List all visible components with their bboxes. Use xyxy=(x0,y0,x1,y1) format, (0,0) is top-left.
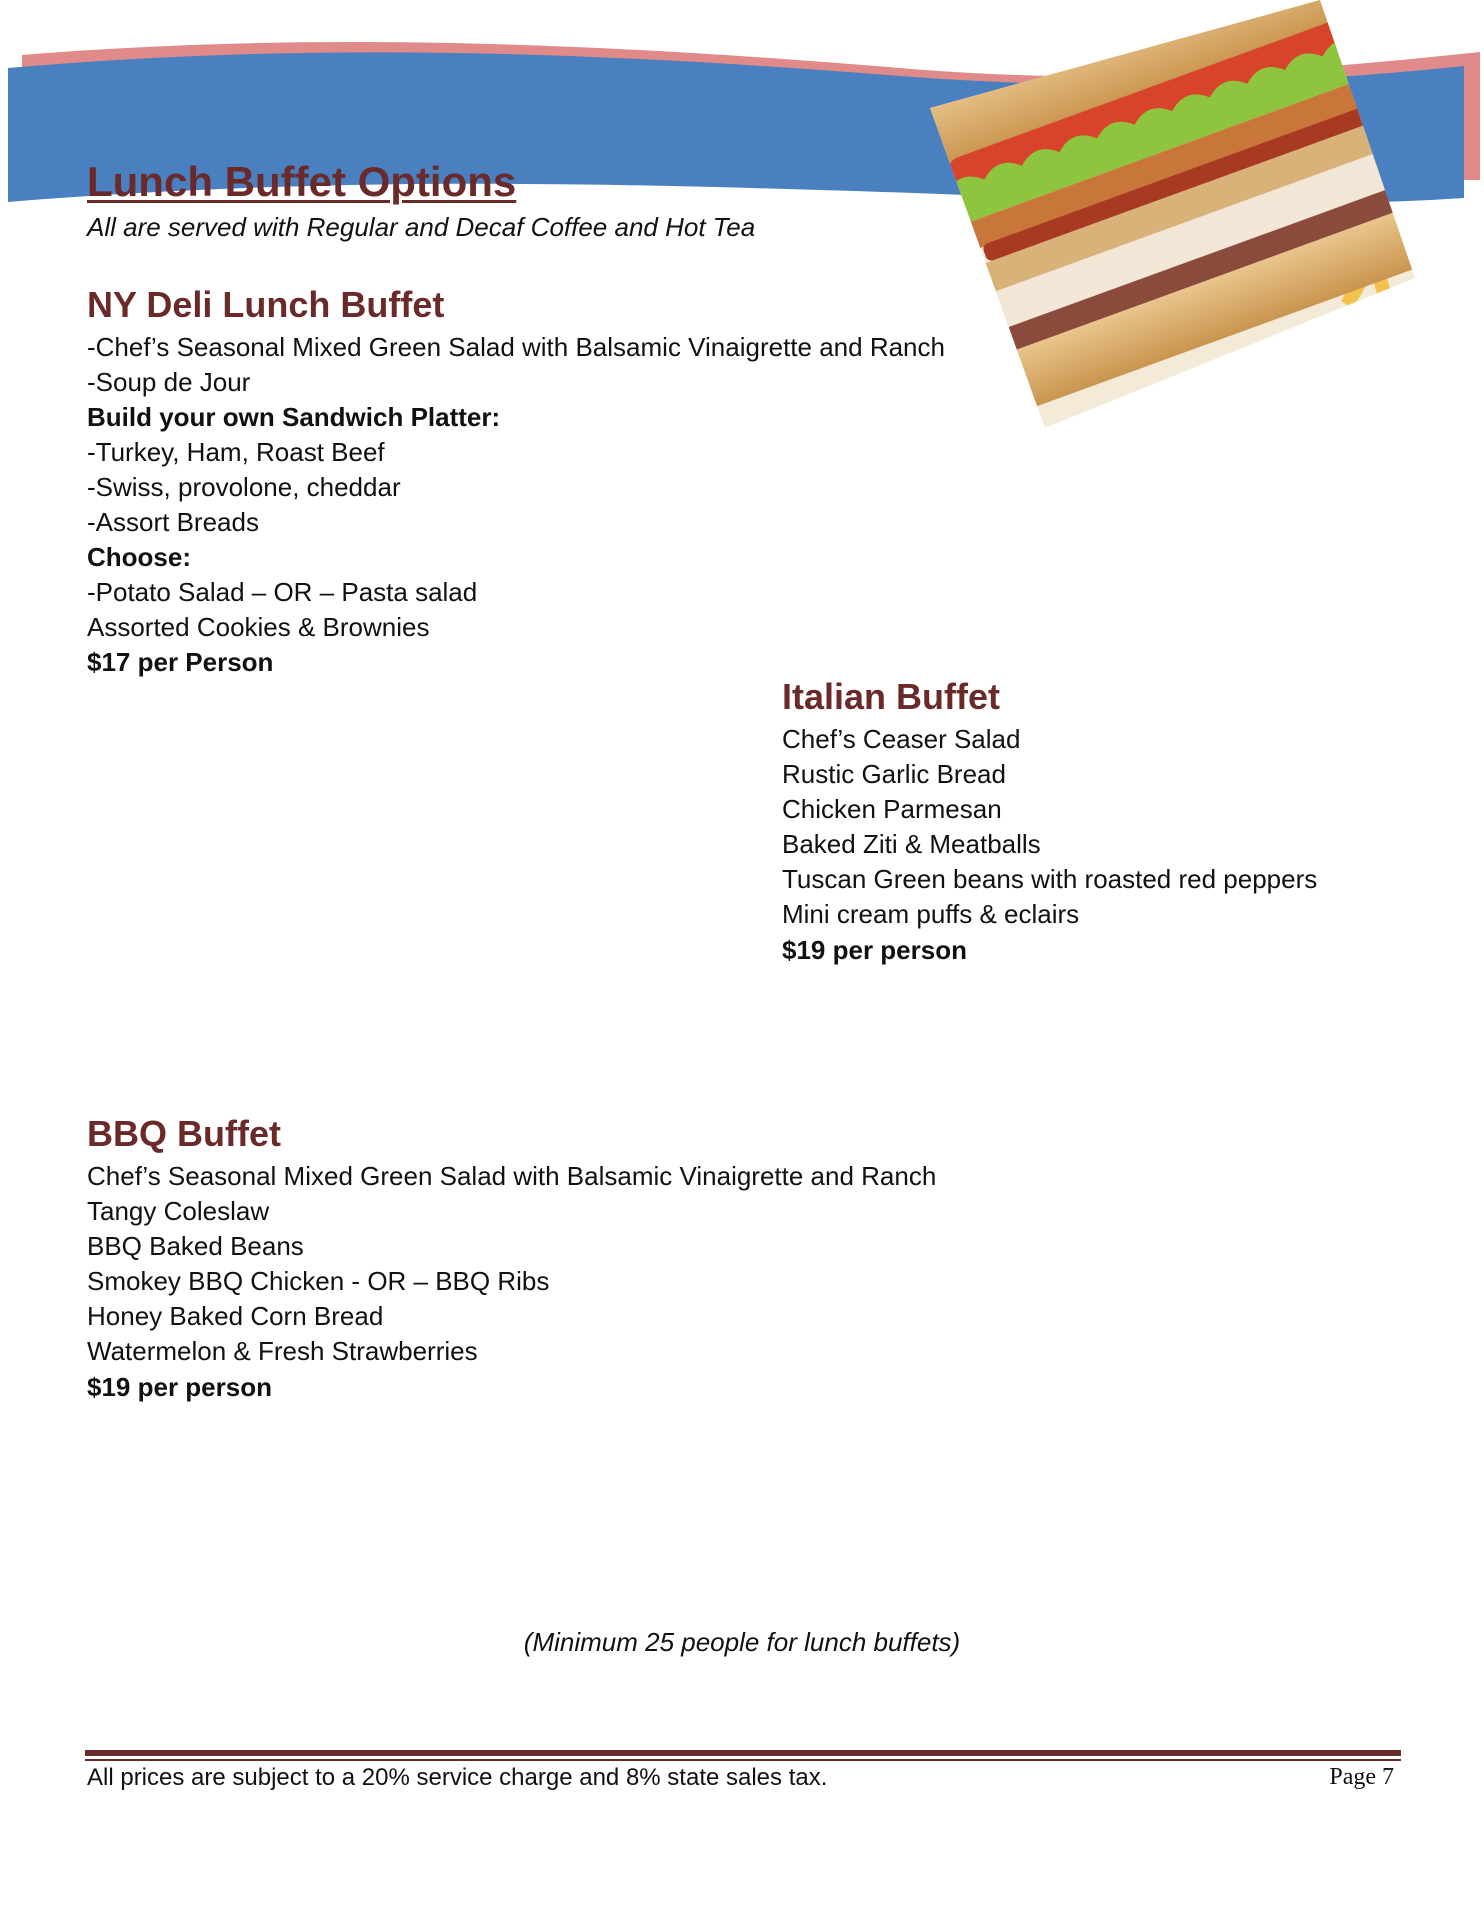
menu-item: Smokey BBQ Chicken - OR – BBQ Ribs xyxy=(87,1266,550,1296)
menu-item: Tuscan Green beans with roasted red peppers xyxy=(782,864,1318,894)
page-subtitle: All are served with Regular and Decaf Coffee and Hot Tea xyxy=(87,212,756,242)
menu-item: BBQ Baked Beans xyxy=(87,1231,304,1261)
ny-deli-title: NY Deli Lunch Buffet xyxy=(87,284,445,325)
menu-item: -Potato Salad – OR – Pasta salad xyxy=(87,577,478,607)
menu-item: Rustic Garlic Bread xyxy=(782,759,1006,789)
price: $17 per Person xyxy=(87,647,274,677)
italian-title: Italian Buffet xyxy=(782,676,1001,717)
minimum-note: (Minimum 25 people for lunch buffets) xyxy=(523,1627,961,1657)
menu-item: -Swiss, provolone, cheddar xyxy=(87,472,401,502)
menu-item: -Chef’s Seasonal Mixed Green Salad with Balsamic Vinaigrette and Ranch xyxy=(87,332,945,362)
menu-subheading: Build your own Sandwich Platter: xyxy=(87,402,501,432)
price: $19 per person xyxy=(782,935,967,965)
page-number: Page 7 xyxy=(1329,1764,1394,1790)
footer-disclaimer: All prices are subject to a 20% service charge and 8% state sales tax. xyxy=(87,1764,828,1791)
page-title: Lunch Buffet Options xyxy=(87,158,517,205)
footer-divider xyxy=(85,1750,1401,1756)
menu-subheading: Choose: xyxy=(87,542,191,572)
menu-item: -Soup de Jour xyxy=(87,367,251,397)
menu-item: Baked Ziti & Meatballs xyxy=(782,829,1041,859)
footer-divider-thin xyxy=(85,1759,1401,1761)
menu-item: Honey Baked Corn Bread xyxy=(87,1301,384,1331)
menu-item: -Turkey, Ham, Roast Beef xyxy=(87,437,385,467)
menu-item: Watermelon & Fresh Strawberries xyxy=(87,1336,478,1366)
bbq-title: BBQ Buffet xyxy=(87,1113,281,1154)
menu-item: -Assort Breads xyxy=(87,507,259,537)
menu-item: Chicken Parmesan xyxy=(782,794,1002,824)
price: $19 per person xyxy=(87,1372,272,1402)
menu-item: Tangy Coleslaw xyxy=(87,1196,270,1226)
menu-item: Chef’s Seasonal Mixed Green Salad with Balsamic Vinaigrette and Ranch xyxy=(87,1161,937,1191)
menu-item: Assorted Cookies & Brownies xyxy=(87,612,430,642)
menu-item: Chef’s Ceaser Salad xyxy=(782,724,1021,754)
menu-item: Mini cream puffs & eclairs xyxy=(782,899,1080,929)
